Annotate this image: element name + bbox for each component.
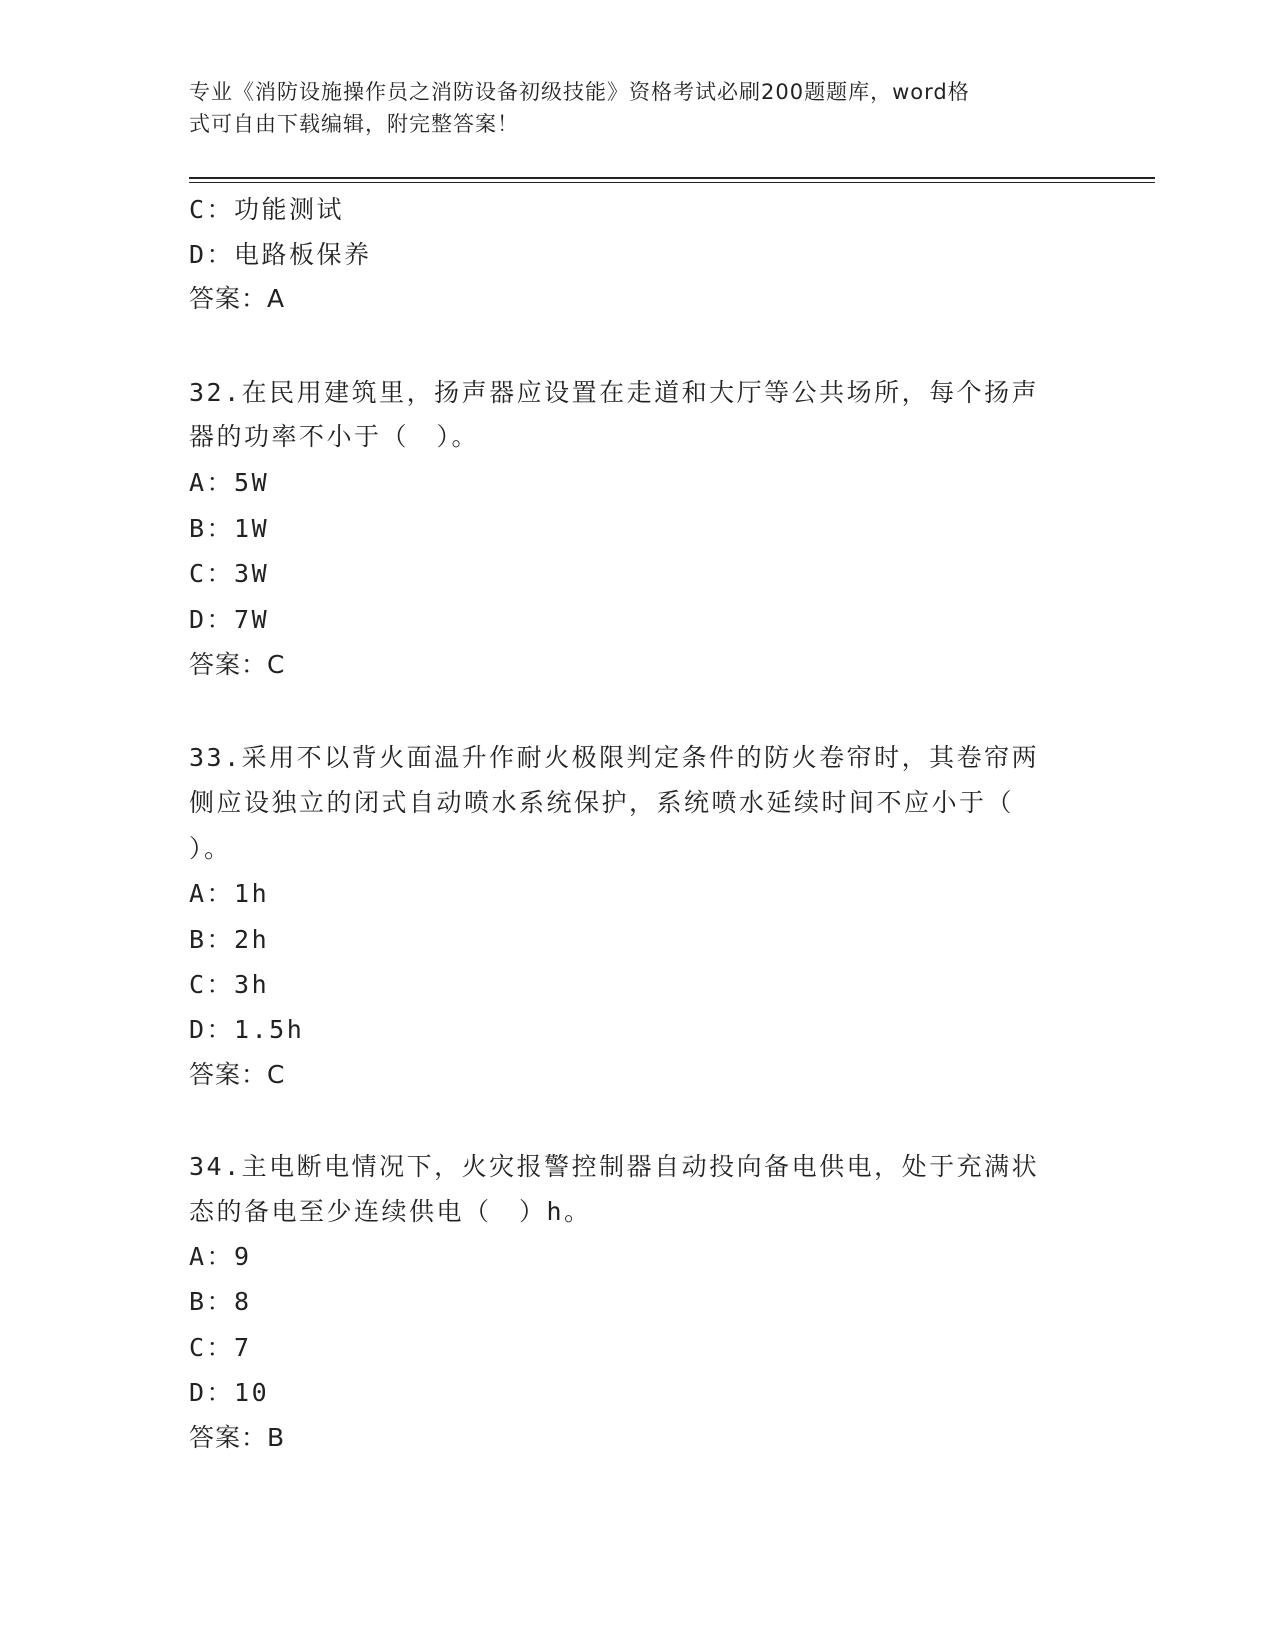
question-stem: 器的功率不小于（ ）。 [189,422,480,451]
answer: 答案：C [189,1060,286,1089]
option-c: C：3h [189,970,270,999]
option-c: C：3W [189,559,270,588]
option-a: A：5W [189,468,270,497]
question-stem: 侧应设独立的闭式自动喷水系统保护，系统喷水延续时间不应小于（ [189,788,1015,817]
question-stem: 32.在民用建筑里，扬声器应设置在走道和大厅等公共场所，每个扬声 [189,378,1040,407]
option-d: D：10 [189,1378,270,1407]
option-b: B：2h [189,925,270,954]
option-a: A：1h [189,879,270,908]
option-c: C：功能测试 [189,195,345,224]
answer: 答案：C [189,650,286,679]
question-stem: 33.采用不以背火面温升作耐火极限判定条件的防火卷帘时，其卷帘两 [189,743,1040,772]
question-stem: ）。 [189,834,232,863]
option-a: A：9 [189,1242,252,1271]
option-d: D：7W [189,605,270,634]
header-line-1: 专业《消防设施操作员之消防设备初级技能》资格考试必刷200题题库，word格 [189,80,970,104]
header-line-2: 式可自由下载编辑，附完整答案！ [189,112,519,136]
answer: 答案：A [189,284,286,313]
option-b: B：1W [189,514,270,543]
option-b: B：8 [189,1287,252,1316]
header-divider [189,177,1155,183]
question-stem: 态的备电至少连续供电（ ）h。 [189,1197,592,1226]
answer: 答案：B [189,1423,286,1452]
option-d: D：1.5h [189,1015,305,1044]
option-c: C：7 [189,1333,252,1362]
option-d: D：电路板保养 [189,240,372,269]
question-stem: 34.主电断电情况下，火灾报警控制器自动投向备电供电，处于充满状 [189,1152,1040,1181]
